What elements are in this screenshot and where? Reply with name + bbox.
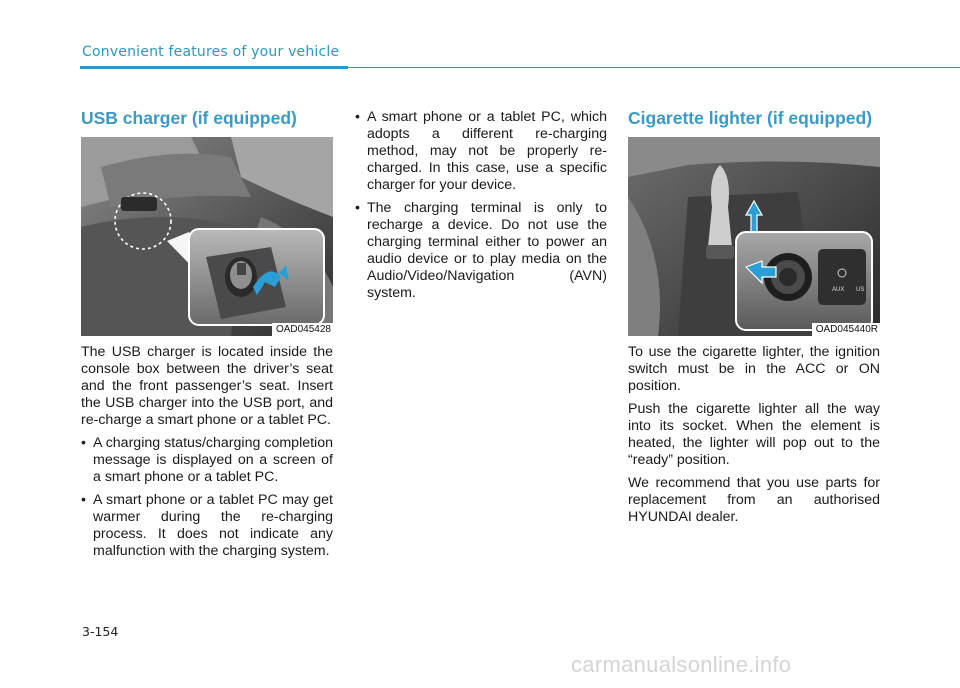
cigarette-lighter-figure: [628, 137, 880, 336]
lighter-paragraph: We recommend that you use parts for replacement from an authorised HYUNDAI dealer.: [628, 475, 880, 525]
usb-text-block: [81, 344, 333, 566]
usb-text-block-continued: [355, 109, 607, 308]
lighter-paragraph: Push the cigarette lighter all the way into its socket. When the element is heated, the lighter will pop out to the “ready” position.: [628, 401, 880, 468]
header-rule: [348, 67, 960, 68]
usb-bullet-item: • A smart phone or a tablet PC may get warmer during the re-charging process. It does not indicate any malfunction with the charging system.: [81, 492, 333, 560]
usb-bullet-item: • A charging status/charging completion message is displayed on a screen of a smart phone or a tablet PC.: [81, 435, 333, 486]
usb-bullet-item: • A smart phone or a tablet PC, which adopts a different re-charging method, may not be properly re-charged. In this case, use a specific charger for your device.: [355, 109, 607, 194]
lighter-console-illustration: [628, 137, 880, 336]
watermark: carmanualsonline.info: [571, 652, 792, 677]
lighter-paragraph: To use the cigarette lighter, the ignition switch must be in the ACC or ON position.: [628, 344, 880, 394]
usb-charger-heading: USB charger (if equipped): [81, 108, 297, 128]
lighter-text-block: [628, 344, 880, 532]
usb-bullet-item: • The charging terminal is only to recharge a device. Do not use the charging terminal either to power an audio device or to play media on the Audio/Video/Navigation (AVN) system.: [355, 200, 607, 302]
usb-console-illustration: [81, 137, 333, 336]
usb-bullet-list-continued: [355, 109, 607, 302]
page-number: 3-154: [82, 624, 119, 639]
header-accent-bar: [80, 66, 348, 69]
usb-port-label: US: [856, 287, 865, 293]
aux-label: AUX: [832, 287, 845, 293]
usb-intro-paragraph: The USB charger is located inside the console box between the driver’s seat and the front passenger’s seat. Insert the USB charger into the USB port, and re-charge a smart phone or a tablet PC.: [81, 344, 333, 428]
section-header: Convenient features of your vehicle: [82, 44, 340, 60]
usb-charger-figure: [81, 137, 333, 336]
usb-figure-code: OAD045428: [272, 323, 333, 336]
usb-bullet-list: [81, 435, 333, 560]
cigarette-lighter-heading: Cigarette lighter (if equipped): [628, 108, 873, 128]
lighter-figure-code: OAD045440R: [812, 323, 880, 336]
